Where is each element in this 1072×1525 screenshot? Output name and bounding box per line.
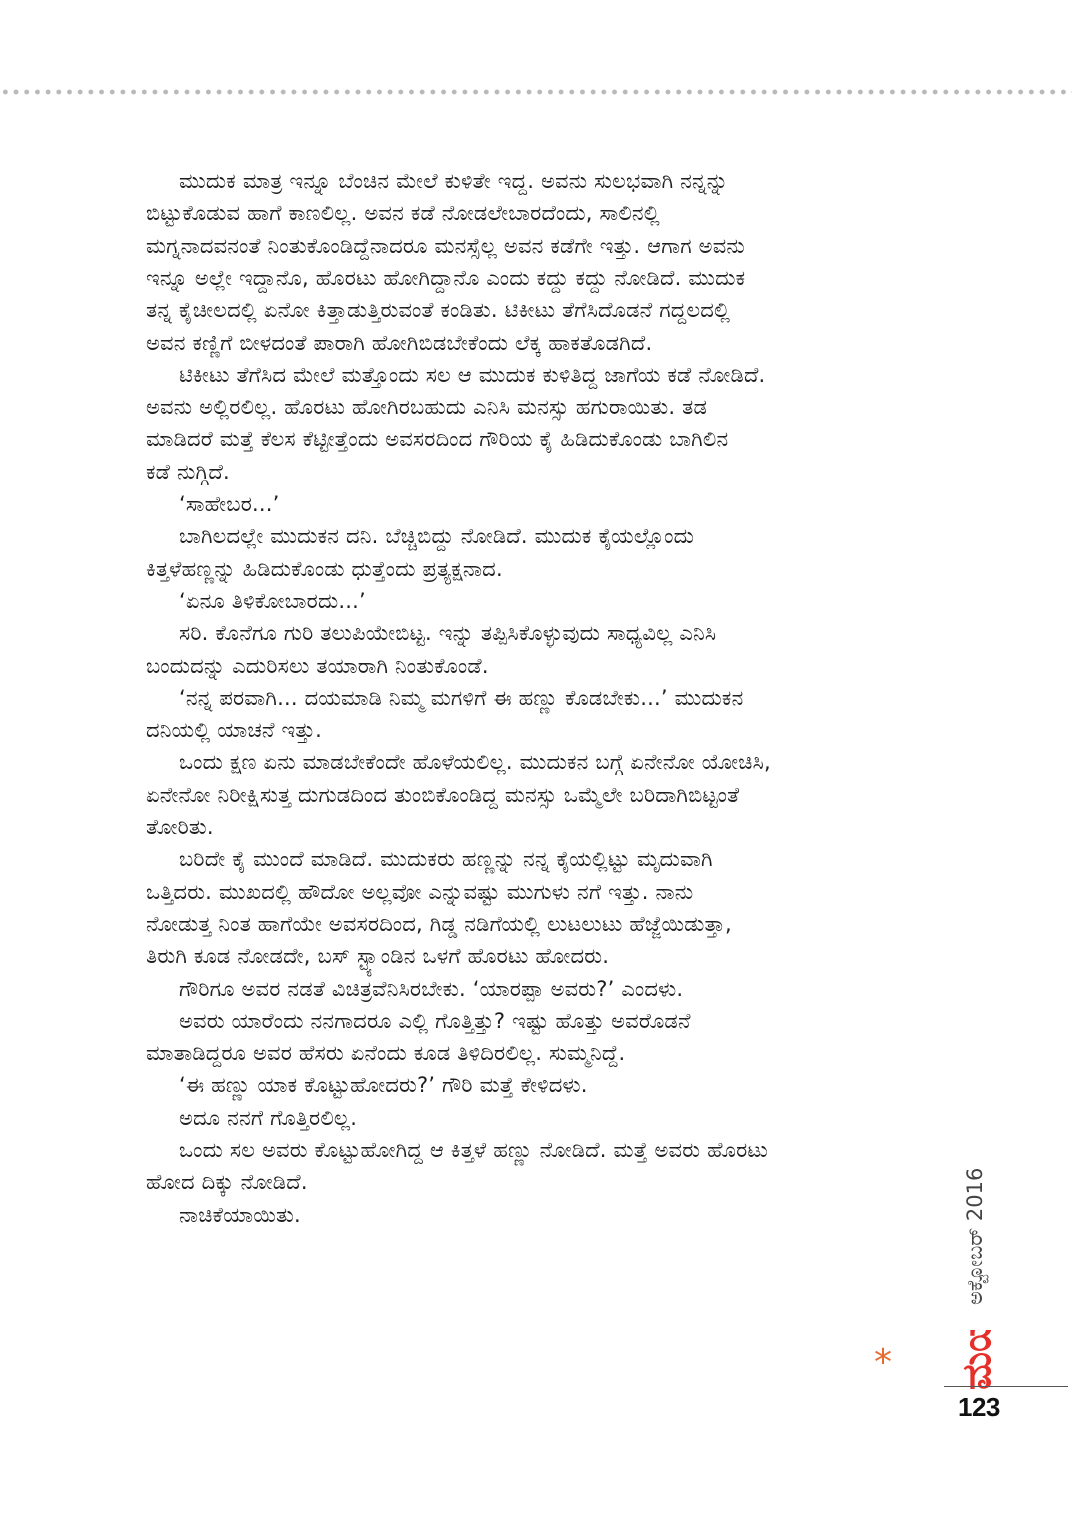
- text-line: ಒತ್ತಿದರು. ಮುಖದಲ್ಲಿ ಹೌದೋ ಅಲ್ಲವೋ ಎನ್ನುವಷ್ಟು ಮುಗುಳು ನಗೆ ಇತ್ತು. ನಾನು: [146, 879, 694, 904]
- issue-date: [952, 1075, 994, 1305]
- page-number: 123: [958, 1392, 1000, 1422]
- text-line: ಇನ್ನೂ ಅಲ್ಲೇ ಇದ್ದಾನೊ, ಹೊರಟು ಹೋಗಿದ್ದಾನೊ ಎಂದು ಕದ್ದು ಕದ್ದು ನೋಡಿದೆ. ಮುದುಕ: [146, 265, 746, 290]
- text-line: ‘ಈ ಹಣ್ಣು ಯಾಕ ಕೊಟ್ಟುಹೋದರು?’ ಗೌರಿ ಮತ್ತೆ ಕೇಳಿದಳು.: [179, 1073, 588, 1098]
- magazine-name-text: [954, 1330, 1000, 1390]
- text-line: ಒಂದು ಸಲ ಅವರು ಕೊಟ್ಟುಹೋಗಿದ್ದ ಆ ಕಿತ್ತಳೆ ಹಣ್ಣು ನೋಡಿದೆ. ಮತ್ತೆ ಅವರು ಹೊರಟು: [179, 1138, 768, 1162]
- text-line: ಕಡೆ ನುಗ್ಗಿದೆ.: [146, 459, 230, 484]
- text-line: ತೋರಿತು.: [146, 815, 214, 839]
- text-line: ಮಾಡಿದರೆ ಮತ್ತೆ ಕೆಲಸ ಕೆಟ್ಟೀತ್ತೆಂದು ಅವಸರದಿಂದ ಗೌರಿಯ ಕೈ ಹಿಡಿದುಕೊಂಡು ಬಾಗಿಲಿನ: [146, 427, 729, 452]
- text-line: ಮಾತಾಡಿದ್ದರೂ ಅವರ ಹೆಸರು ಏನೆಂದು ಕೂಡ ತಿಳಿದಿರಲಿಲ್ಲ. ಸುಮ್ಮನಿದ್ದೆ.: [146, 1041, 626, 1066]
- footer-rule: [944, 1386, 1068, 1387]
- text-line: ಬಾಗಿಲದಲ್ಲೇ ಮುದುಕನ ದನಿ. ಬೆಚ್ಚಿಬಿದ್ದು ನೋಡಿದೆ. ಮುದುಕ ಕೈಯಲ್ಲೊಂದು: [179, 524, 695, 549]
- text-line: ಗೌರಿಗೂ ಅವರ ನಡತೆ ವಿಚಿತ್ರವೆನಿಸಿರಬೇಕು. ‘ಯಾರಪ್ಪಾ ಅವರು?’ ಎಂದಳು.: [179, 976, 684, 1001]
- text-line: ಬಿಟ್ಟುಕೊಡುವ ಹಾಗೆ ಕಾಣಲಿಲ್ಲ. ಅವನ ಕಡೆ ನೋಡಲೇಬಾರದೆಂದು, ಸಾಲಿನಲ್ಲಿ: [146, 201, 660, 226]
- text-line: ಅವನ ಕಣ್ಣಿಗೆ ಬೀಳದಂತೆ ಪಾರಾಗಿ ಹೋಗಿಬಿಡಬೇಕೆಂದು ಲೆಕ್ಕ ಹಾಕತೊಡಗಿದೆ.: [146, 330, 653, 355]
- dotted-divider: [0, 88, 1072, 96]
- magazine-name: [944, 1330, 1002, 1390]
- text-line: ತನ್ನ ಕೈಚೀಲದಲ್ಲಿ ಏನೋ ಕಿತ್ತಾಡುತ್ತಿರುವಂತೆ ಕಂಡಿತು. ಟಿಕೀಟು ತೆಗೆಸಿದೊಡನೆ ಗದ್ದಲದಲ್ಲಿ: [146, 298, 731, 323]
- text-line: ಮಗ್ನನಾದವನಂತೆ ನಿಂತುಕೊಂಡಿದ್ದೆನಾದರೂ ಮನಸ್ಸೆಲ್ಲ ಅವನ ಕಡೆಗೇ ಇತ್ತು. ಆಗಾಗ ಅವನು: [146, 233, 745, 258]
- text-line: ಬಂದುದನ್ನು ಎದುರಿಸಲು ತಯಾರಾಗಿ ನಿಂತುಕೊಂಡೆ.: [146, 653, 489, 678]
- text-line: ಹೋದ ದಿಕ್ಕು ನೋಡಿದೆ.: [146, 1170, 308, 1195]
- text-line: ನಾಚಿಕೆಯಾಯಿತು.: [179, 1202, 301, 1227]
- asterisk-ornament-icon: *: [874, 1342, 892, 1383]
- text-line: ಒಂದು ಕ್ಷಣ ಏನು ಮಾಡಬೇಕೆಂದೇ ಹೊಳೆಯಲಿಲ್ಲ. ಮುದುಕನ ಬಗ್ಗೆ ಏನೇನೋ ಯೋಚಿಸಿ,: [179, 750, 771, 775]
- issue-date-text: ಅಕ್ಟೋಬರ್ 2016: [963, 1167, 987, 1305]
- text-line: ಅದೂ ನನಗೆ ಗೊತ್ತಿರಲಿಲ್ಲ.: [179, 1105, 358, 1130]
- magazine-logo: [944, 1330, 1002, 1390]
- text-line: ಅವರು ಯಾರೆಂದು ನನಗಾದರೂ ಎಲ್ಲಿ ಗೊತ್ತಿತ್ತು? ಇಷ್ಟು ಹೊತ್ತು ಅವರೊಡನೆ: [179, 1008, 691, 1033]
- text-line: ತಿರುಗಿ ಕೂಡ ನೋಡದೇ, ಬಸ್ ಸ್ಟ್ಯಾಂಡಿನ ಒಳಗೆ ಹೊರಟು ಹೋದರು.: [146, 944, 610, 969]
- text-line: ‘ಏನೂ ತಿಳಿಕೋಬಾರದು...’: [179, 588, 366, 613]
- text-line: ಸರಿ. ಕೊನೆಗೂ ಗುರಿ ತಲುಪಿಯೇಬಿಟ್ಟ. ಇನ್ನು ತಪ್ಪಿಸಿಕೊಳ್ಳುವುದು ಸಾಧ್ಯವಿಲ್ಲ ಎನಿಸಿ: [179, 621, 717, 646]
- text-line: ದನಿಯಲ್ಲಿ ಯಾಚನೆ ಇತ್ತು.: [146, 718, 323, 743]
- text-line: ನೋಡುತ್ತ ನಿಂತ ಹಾಗೆಯೇ ಅವಸರದಿಂದ, ಗಿಡ್ಡ ನಡಿಗೆಯಲ್ಲಿ ಲುಟಲುಟು ಹೆಜ್ಜೆಯಿಡುತ್ತಾ,: [146, 911, 732, 936]
- text-line: ಕಿತ್ತಳೆಹಣ್ಣನ್ನು ಹಿಡಿದುಕೊಂಡು ಧುತ್ತೆಂದು ಪ್ರತ್ಯಕ್ಷನಾದ.: [146, 556, 503, 581]
- text-line: ಮುದುಕ ಮಾತ್ರ ಇನ್ನೂ ಬೆಂಚಿನ ಮೇಲೆ ಕುಳಿತೇ ಇದ್ದ. ಅವನು ಸುಲಭವಾಗಿ ನನ್ನನ್ನು: [179, 169, 729, 193]
- text-line: ‘ಸಾಹೇಬರ...’: [179, 492, 280, 516]
- text-line: ಬರಿದೇ ಕೈ ಮುಂದೆ ಮಾಡಿದೆ. ಮುದುಕರು ಹಣ್ಣನ್ನು ನನ್ನ ಕೈಯಲ್ಲಿಟ್ಟು ಮೃದುವಾಗಿ: [179, 847, 713, 872]
- text-line: ಟಿಕೀಟು ತೆಗೆಸಿದ ಮೇಲೆ ಮತ್ತೊಂದು ಸಲ ಆ ಮುದುಕ ಕುಳಿತಿದ್ದ ಜಾಗೆಯ ಕಡೆ ನೋಡಿದೆ.: [179, 362, 766, 387]
- text-line: ಏನೇನೋ ನಿರೀಕ್ಷಿಸುತ್ತ ದುಗುಡದಿಂದ ತುಂಬಿಕೊಂಡಿದ್ದ ಮನಸ್ಸು ಒಮ್ಮೆಲೇ ಬರಿದಾಗಿಬಿಟ್ಟಂತೆ: [146, 782, 740, 807]
- text-line: ಅವನು ಅಲ್ಲಿರಲಿಲ್ಲ. ಹೊರಟು ಹೋಗಿರಬಹುದು ಎನಿಸಿ ಮನಸ್ಸು ಹಗುರಾಯಿತು. ತಡ: [146, 395, 708, 420]
- issue-date-vertical-text: [952, 1075, 994, 1305]
- text-line: ‘ನನ್ನ ಪರವಾಗಿ... ದಯಮಾಡಿ ನಿಮ್ಮ ಮಗಳಿಗೆ ಈ ಹಣ್ಣು ಕೊಡಬೇಕು...’ ಮುದುಕನ: [179, 685, 744, 710]
